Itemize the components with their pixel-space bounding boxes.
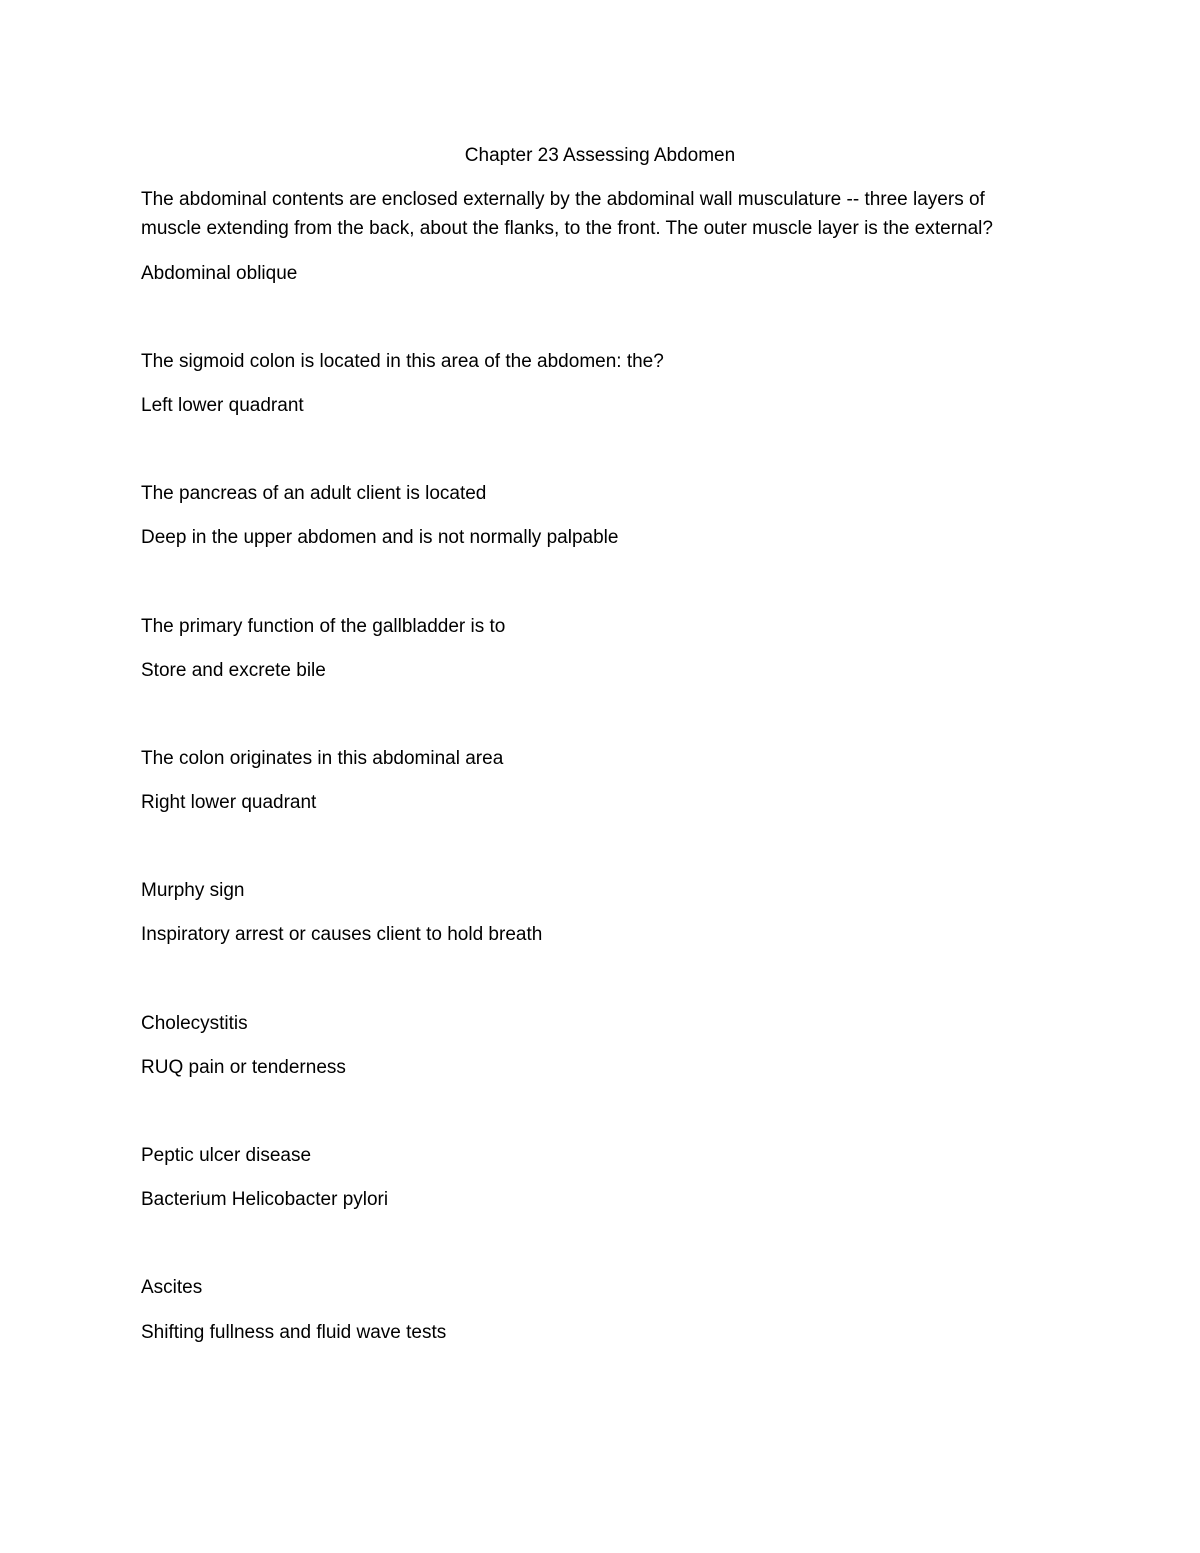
question-text: Peptic ulcer disease [141, 1145, 312, 1166]
question-text: Murphy sign [141, 880, 245, 901]
answer-text: Bacterium Helicobacter pylori [141, 1189, 389, 1210]
question-text: Ascites [141, 1277, 203, 1298]
page-title: Chapter 23 Assessing Abdomen [464, 145, 736, 166]
answer-text: Store and excrete bile [141, 660, 326, 681]
intro-line-1: The abdominal contents are enclosed externally by the abdominal wall musculature -- three layers of [141, 189, 985, 210]
question-text: The pancreas of an adult client is located [141, 483, 487, 504]
answer-text: Shifting fullness and fluid wave tests [141, 1322, 447, 1343]
answer-text: Abdominal oblique [141, 263, 298, 284]
answer-text: Left lower quadrant [141, 395, 304, 416]
intro-line-2: muscle extending from the back, about the flanks, to the front. The outer muscle layer is the external? [141, 218, 993, 239]
question-text: The primary function of the gallbladder is to [141, 616, 506, 637]
answer-text: Right lower quadrant [141, 792, 317, 813]
question-text: The colon originates in this abdominal area [141, 748, 504, 769]
answer-text: Deep in the upper abdomen and is not normally palpable [141, 527, 619, 548]
answer-text: RUQ pain or tenderness [141, 1057, 346, 1078]
question-text: The sigmoid colon is located in this area of the abdomen: the? [141, 351, 664, 372]
question-text: Cholecystitis [141, 1013, 248, 1034]
answer-text: Inspiratory arrest or causes client to hold breath [141, 924, 543, 945]
